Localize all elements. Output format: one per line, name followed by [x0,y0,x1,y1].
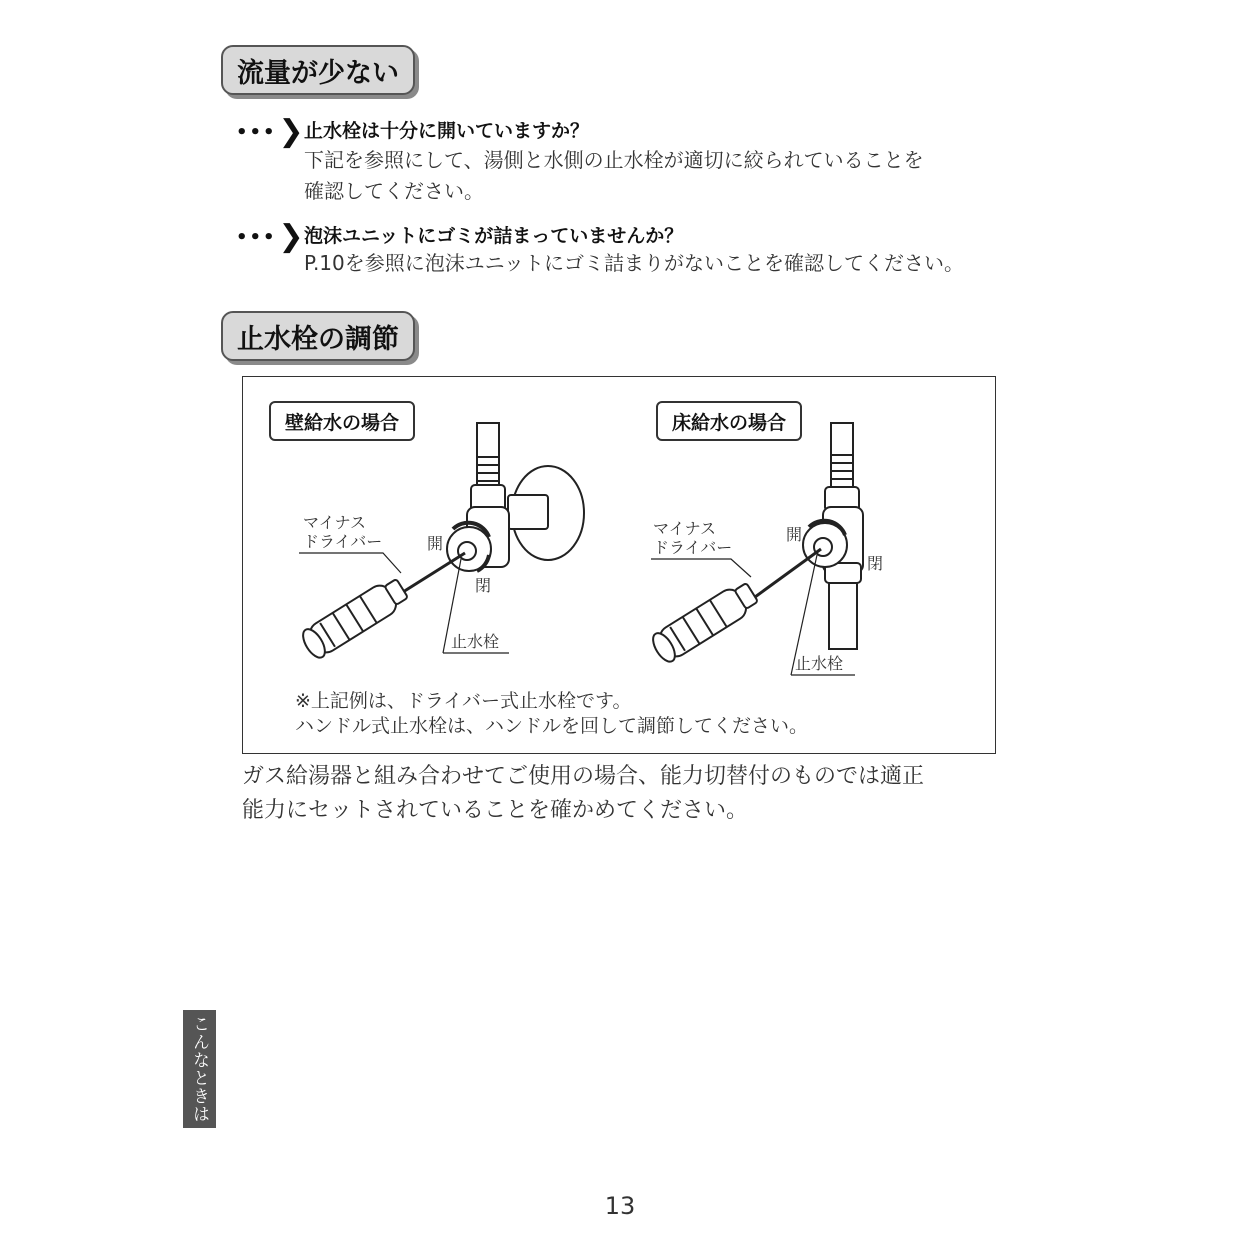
side-tab-label: こんなときは [189,1015,209,1123]
diagram-note-2: ハンドル式止水栓は、ハンドルを回して調節してください。 [295,715,809,737]
answer-2 [304,248,1004,279]
close-label-right: 閉 [867,554,884,573]
diagram-notes [295,689,808,739]
gas-heater-note [242,760,1002,828]
valve-label-right: 止水栓 [795,654,844,673]
question-2: 泡沫ユニットにゴミが詰まっていませんか？ [304,225,684,247]
section-heading-valve-text: 止水栓の調節 [237,323,399,355]
driver-label-right-2: ドライバー [653,538,733,557]
chevron-right-icon: •••❯ [236,114,306,149]
answer-2-line-1: P.10を参照に泡沫ユニットにゴミ詰まりがないことを確認してください。 [304,251,964,275]
screwdriver-handle-icon [299,575,411,661]
open-label-right: 開 [786,525,803,544]
diagram-note-1: ※上記例は、ドライバー式止水栓です。 [295,690,632,712]
close-label-left: 閉 [475,576,492,595]
section-heading-flow [221,45,415,95]
question-1: 止水栓は十分に開いていますか？ [304,120,590,142]
valve-label-left: 止水栓 [451,632,500,651]
answer-1-line-2: 確認してください。 [304,179,484,203]
chevron-right-icon: •••❯ [236,219,306,254]
section-heading-valve [221,311,415,361]
driver-label-left [303,513,382,551]
gas-heater-note-line-1: ガス給湯器と組み合わせてご使用の場合、能力切替付のものでは適正 [242,764,925,789]
driver-label-left-2: ドライバー [303,532,383,551]
side-tab[interactable] [183,1010,216,1128]
answer-1-line-1: 下記を参照にして、湯側と水側の止水栓が適切に絞られていることを [304,148,924,172]
driver-label-right-1: マイナス [653,519,717,538]
open-label-left: 開 [427,534,444,553]
wall-supply-tag: 壁給水の場合 [269,401,415,441]
driver-label-right [653,519,732,557]
page-number: 13 [604,1192,636,1220]
gas-heater-note-line-2: 能力にセットされていることを確かめてください。 [242,798,749,823]
floor-supply-tag: 床給水の場合 [656,401,802,441]
driver-label-left-1: マイナス [303,513,367,532]
section-heading-flow-text: 流量が少ない [237,57,399,89]
answer-1 [304,145,1004,207]
valve-diagram [242,376,996,754]
